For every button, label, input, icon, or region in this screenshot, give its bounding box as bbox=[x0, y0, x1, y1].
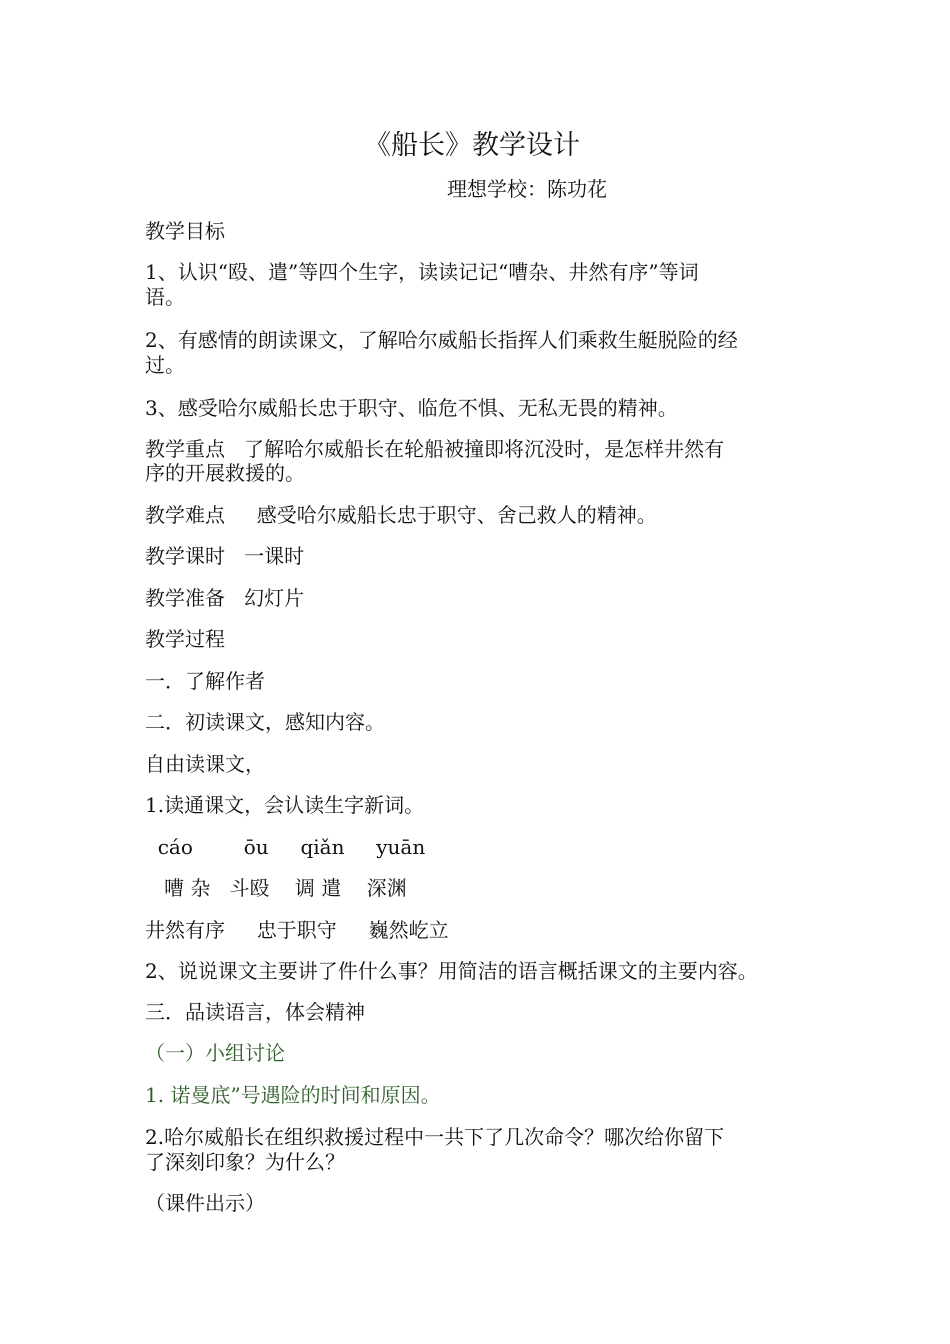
paragraph-line: 教学准备 幻灯片 bbox=[145, 586, 305, 610]
paragraph-line: 1.读通课文，会认读生字新词。 bbox=[145, 793, 425, 817]
paragraph-line: 2、有感情的朗读课文，了解哈尔威船长指挥人们乘救生艇脱险的经 bbox=[145, 328, 738, 352]
paragraph-line: 二．初读课文，感知内容。 bbox=[145, 710, 385, 734]
section-heading: 教学目标 bbox=[145, 219, 225, 243]
vocabulary-line: 井然有序 忠于职守 巍然屹立 bbox=[145, 918, 449, 942]
paragraph-line: 过。 bbox=[145, 353, 185, 377]
paragraph-line: 2、说说课文主要讲了件什么事？用简洁的语言概括课文的主要内容。 bbox=[145, 959, 758, 983]
paragraph-line: 自由读课文， bbox=[145, 752, 265, 776]
paragraph-line: 3、感受哈尔威船长忠于职守、临危不惧、无私无畏的精神。 bbox=[145, 396, 678, 420]
paragraph-line: 2.哈尔威船长在组织救援过程中一共下了几次命令？哪次给你留下 bbox=[145, 1125, 725, 1149]
paragraph-line: 语。 bbox=[145, 285, 185, 309]
author-line: 理想学校：陈功花 bbox=[447, 177, 607, 201]
paragraph-line: 教学重点 了解哈尔威船长在轮船被撞即将沉没时，是怎样井然有 bbox=[145, 437, 725, 461]
paragraph-line: 1、认识“殴、遣”等四个生字，读读记记“嘈杂、井然有序”等词 bbox=[145, 260, 699, 284]
document-title: 《船长》教学设计 bbox=[364, 130, 580, 161]
paragraph-line: （课件出示） bbox=[145, 1191, 265, 1215]
paragraph-line: 了深刻印象？为什么？ bbox=[145, 1150, 345, 1174]
paragraph-line: 教学课时 一课时 bbox=[145, 544, 305, 568]
section-heading: 教学过程 bbox=[145, 627, 225, 651]
paragraph-line: 教学难点 感受哈尔威船长忠于职守、舍己救人的精神。 bbox=[145, 503, 657, 527]
paragraph-line: 序的开展救援的。 bbox=[145, 461, 305, 485]
vocabulary-line: 嘈 杂 斗殴 调 遣 深渊 bbox=[145, 876, 407, 900]
pinyin-line: cáo ōu qiǎn yuān bbox=[145, 835, 426, 859]
discussion-item: 1. 诺曼底”号遇险的时间和原因。 bbox=[145, 1083, 441, 1107]
paragraph-line: 一．了解作者 bbox=[145, 669, 265, 693]
subsection-heading: （一）小组讨论 bbox=[145, 1041, 285, 1065]
section-heading: 三．品读语言，体会精神 bbox=[145, 1000, 365, 1024]
